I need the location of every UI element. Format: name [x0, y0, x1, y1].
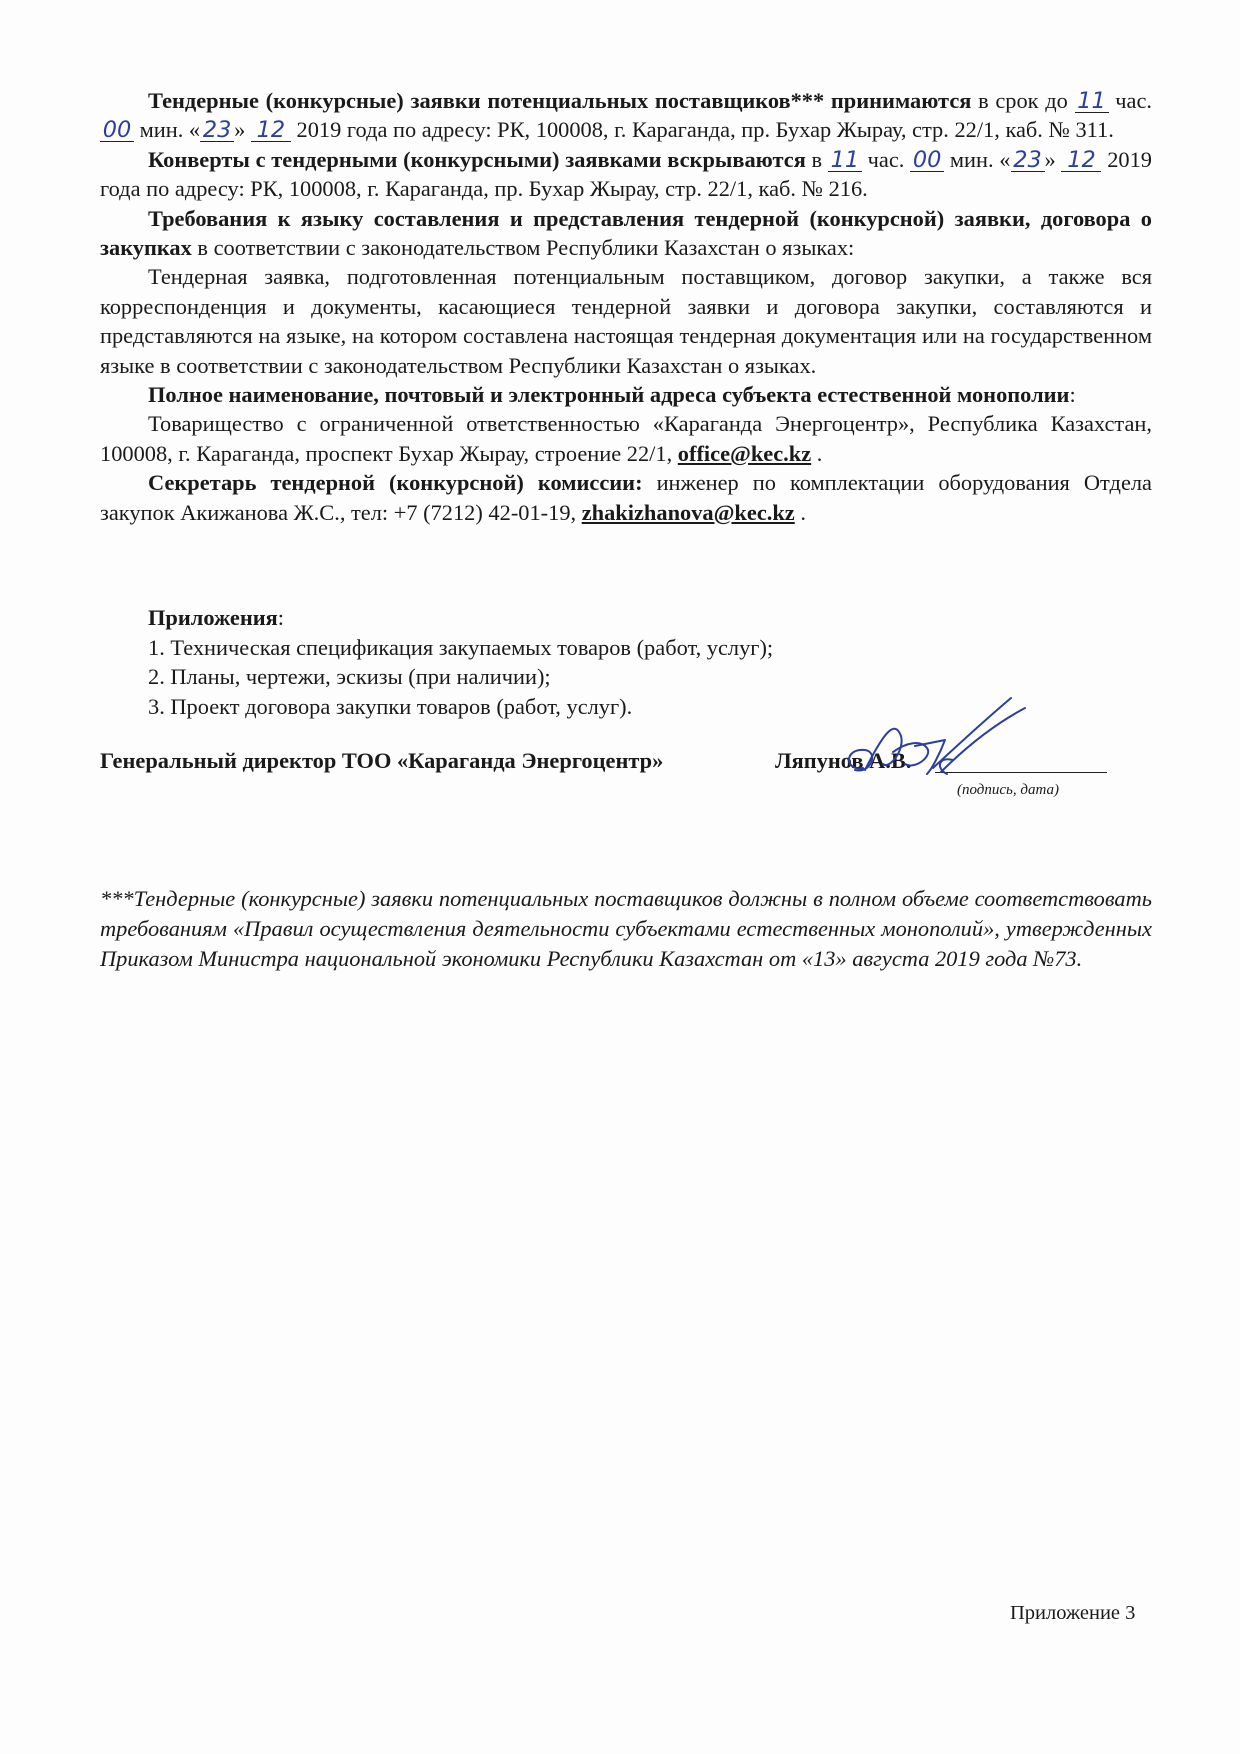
bold-phrase: Конверты с тендерными (конкурсными) заявками вскрываются [148, 146, 806, 172]
handwritten-minute: 00 [100, 119, 134, 142]
handwritten-day: 23 [1011, 149, 1045, 172]
bold-phrase: Тендерные (конкурсные) заявки потенциальных поставщиков*** [148, 88, 825, 113]
attachment-item: 1. Техническая спецификация закупаемых товаров (работ, услуг); [148, 634, 774, 660]
handwritten-hour: 11 [828, 149, 862, 172]
opening-time-paragraph: Конверты с тендерными (конкурсными) заявками вскрываются в 11 час. 00 мин. « 23 » 12 2019 года по адресу: РК, 100008, г. Караганда, пр. Бухар Жырау, стр. 22/1, каб. № 216. [100, 146, 1152, 202]
company-address-paragraph: Товарищество с ограниченной ответственностью «Караганда Энергоцентр», Республика Казахстан, 100008, г. Караганда, проспект Бухар Жырау, строение 22/1, office@kec.kz . [100, 411, 1152, 466]
bold-phrase: Секретарь тендерной (конкурсной) комиссии: [148, 470, 643, 496]
bold-phrase: Требования к языку составления и представления тендерной (конкурсной) заявки, договора о закупках [100, 205, 1152, 261]
footnote: ***Тендерные (конкурсные) заявки потенциальных поставщиков должны в полном объеме соответствовать требованиям «Правил осуществления деятельности субъектами естественных монополий», утвержденных Приказом Министра национальной экономики Республики Казахстан от «13» августа 2019 года №73. [100, 886, 1152, 971]
signer-name: Ляпунов А.В. [775, 748, 912, 773]
handwritten-day: 23 [200, 119, 234, 142]
submission-deadline-paragraph: Тендерные (конкурсные) заявки потенциальных поставщиков*** принимаются в срок до 11 час. 00 мин. « 23 » 12 2019 года по адресу: РК, 100008, г. Караганда, пр. Бухар Жырау, стр. 22/1, каб. № 311. [100, 86, 1152, 145]
handwritten-month: 12 [251, 119, 291, 142]
attachments-heading: Приложения: [148, 605, 284, 630]
monopoly-address-heading: Полное наименование, почтовый и электронный адреса субъекта естественной монополии: [148, 382, 1076, 408]
handwritten-minute: 00 [910, 149, 944, 172]
handwritten-hour: 11 [1075, 90, 1109, 113]
document-body [100, 86, 1152, 527]
handwritten-month: 12 [1061, 149, 1101, 172]
secretary-paragraph: Секретарь тендерной (конкурсной) комиссии: инженер по комплектации оборудования Отдела закупок Акижанова Ж.С., тел: +7 (7212) 42-01-19, zhakizhanova@kec.kz . [100, 470, 1152, 525]
attachment-item: 3. Проект договора закупки товаров (работ, услуг). [148, 693, 633, 719]
signature-caption: (подпись, дата) [957, 782, 1059, 798]
director-position: Генеральный директор ТОО «Караганда Энергоцентр» [100, 748, 664, 773]
bold-phrase: принимаются [830, 88, 972, 113]
appendix-label: Приложение 3 [1010, 1602, 1136, 1624]
language-requirements-paragraph: Требования к языку составления и представления тендерной (конкурсной) заявки, договора о закупках в соответствии с законодательством Республики Казахстан о языках: [100, 205, 1152, 261]
office-email-link[interactable]: office@kec.kz [677, 440, 812, 466]
handwritten-signature [835, 690, 1095, 800]
attachment-item: 2. Планы, чертежи, эскизы (при наличии); [148, 664, 551, 689]
secretary-email-link[interactable]: zhakizhanova@kec.kz [581, 499, 795, 525]
bold-phrase: Полное наименование, почтовый и электронный адреса субъекта естественной монополии [148, 382, 1070, 408]
language-details-paragraph: Тендерная заявка, подготовленная потенциальным поставщиком, договор закупки, а также вся корреспонденция и документы, касающиеся тендерной заявки и договора закупки, составляются и представляются на языке, на котором составлена настоящая тендерная документация или на государственном языке в соответствии с законодательством Республики Казахстан о языках. [100, 264, 1152, 378]
